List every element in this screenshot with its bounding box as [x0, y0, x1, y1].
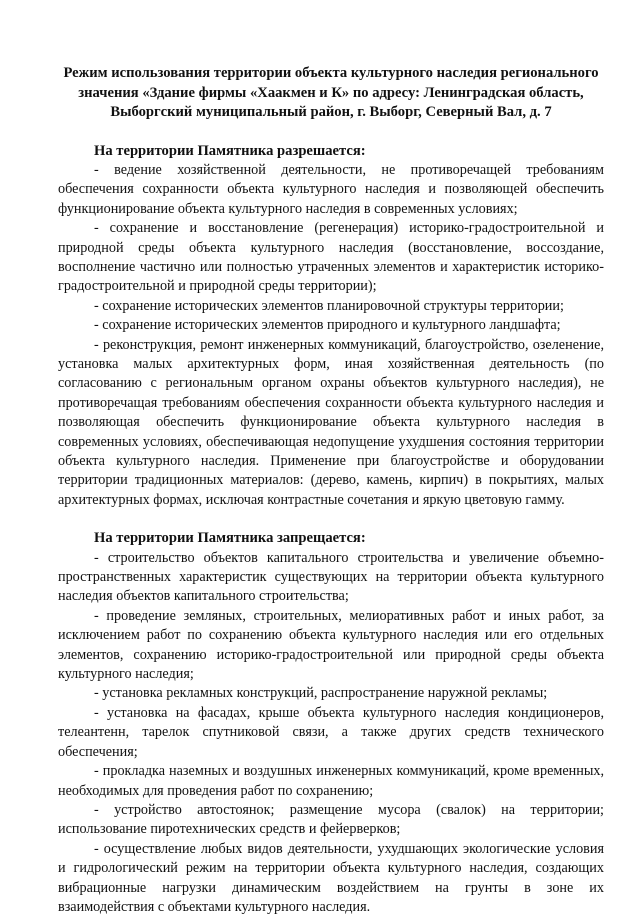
prohibited-item: - прокладка наземных и воздушных инженерных коммуникаций, кроме временных, необходимых для проведения работ по сохранению;: [58, 763, 604, 799]
prohibited-item: - проведение земляных, строительных, мелиоративных работ и иных работ, за исключением работ по сохранению объекта культурного наследия или его отдельных элементов, сохранению историко-градостроительной или природной среды объекта культурного наследия;: [58, 607, 604, 683]
permitted-item: - ведение хозяйственной деятельности, не противоречащей требованиям обеспечения сохранности объекта культурного наследия и позволяющей обеспечить функционирование объекта культурного наследия в современных условиях;: [58, 161, 604, 217]
permitted-item: - сохранение и восстановление (регенерация) историко-градостроительной и природной среды объекта культурного наследия (восстановление, воссоздание, восполнение частично или полностью утраченных элементов и характеристик историко-градостроительной и природной среды территории);: [58, 220, 604, 295]
document-page: [58, 64, 604, 917]
section-spacer: [58, 510, 604, 529]
prohibited-item: - устройство автостоянок; размещение мусора (свалок) на территории; использование пиротехнических средств и фейерверков;: [58, 801, 604, 838]
permitted-item: - реконструкция, ремонт инженерных коммуникаций, благоустройство, озеленение, установка малых архитектурных форм, иная хозяйственная деятельность (по согласованию с региональным органом охраны объектов культурного наследия), не противоречащая требованиям обеспечения сохранности объекта культурного наследия и позволяющая обеспечить функционирование объекта культурного наследия в современных условиях, обеспечивающая недопущение ухудшения состояния территории объекта культурного наследия. Применение при благоустройстве и оборудовании территории традиционных материалов: (дерево, камень, кирпич) в покрытиях, малых архитектурных формах, исключая контрастные сочетания и яркую цветовую гамму.: [58, 336, 604, 508]
prohibited-heading: На территории Памятника запрещается:: [94, 530, 366, 547]
permitted-item: - сохранение исторических элементов планировочной структуры территории;: [94, 297, 564, 314]
document-title: Режим использования территории объекта культурного наследия регионального значения «Здание фирмы «Хаакмен и К» по адресу: Ленинградская область, Выборгский муниципальный район, г. Выборг, Северный Вал, д. 7: [63, 65, 599, 120]
permitted-item: - сохранение исторических элементов природного и культурного ландшафта;: [94, 317, 561, 334]
prohibited-item: - установка рекламных конструкций, распространение наружной рекламы;: [94, 685, 548, 702]
prohibited-item: - установка на фасадах, крыше объекта культурного наследия кондиционеров, телеантенн, тарелок спутниковой связи, а также других средств технического обеспечения;: [58, 704, 604, 760]
permitted-heading: На территории Памятника разрешается:: [94, 142, 366, 159]
prohibited-item: - строительство объектов капитального строительства и увеличение объемно-пространственных характеристик существующих на территории объекта культурного наследия объектов капитального строительства;: [58, 549, 604, 605]
prohibited-item: - осуществление любых видов деятельности, ухудшающих экологические условия и гидрологический режим на территории объекта культурного наследия, создающих вибрационные нагрузки динамическим воздействием на грунты в зоне их взаимодействия с объектами культурного наследия.: [58, 840, 604, 915]
